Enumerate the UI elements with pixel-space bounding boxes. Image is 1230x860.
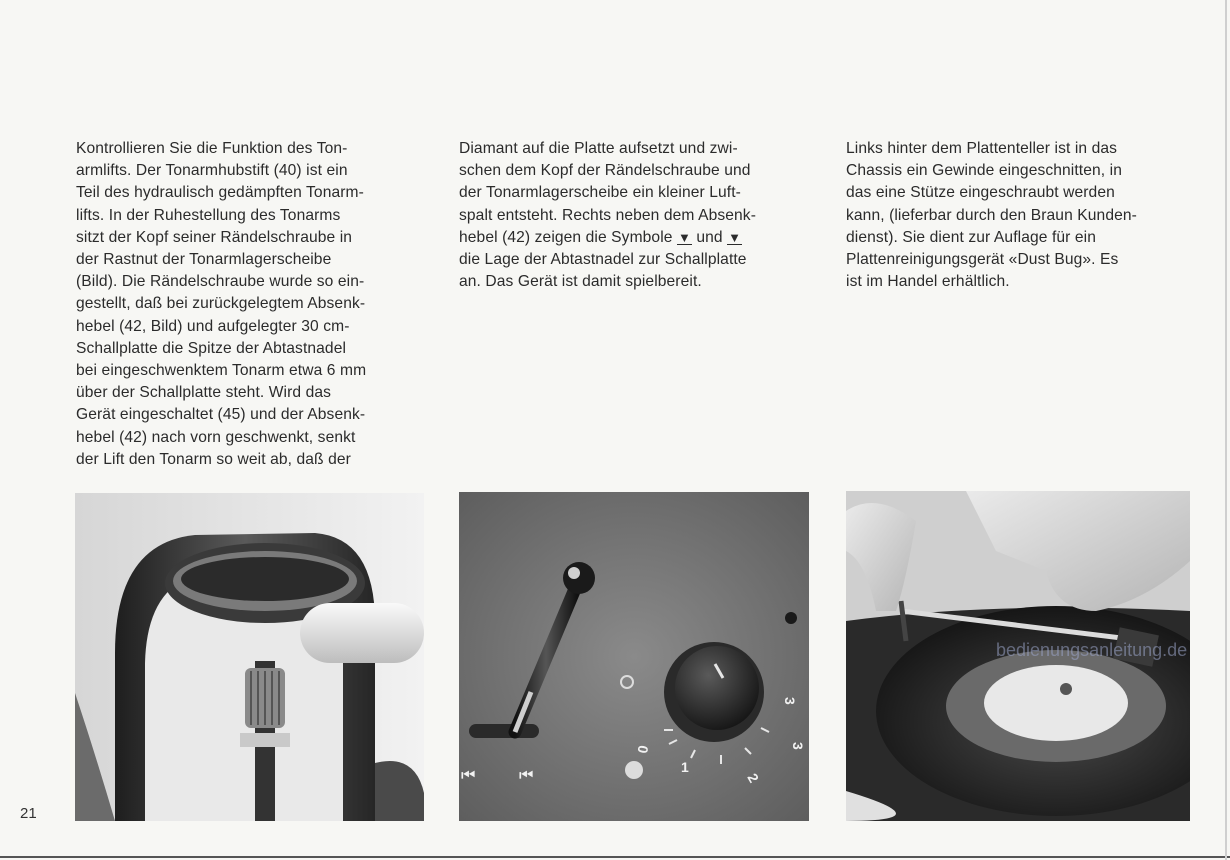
bottom-rule (0, 856, 1230, 858)
text-line: das eine Stütze eingeschraubt werden (846, 184, 1115, 202)
text-line: Plattenreinigungsgerät «Dust Bug». Es (846, 251, 1119, 269)
text-line: Gerät eingeschaltet (45) und der Absenk- (76, 406, 366, 424)
photo-tonearm-bearing (75, 493, 424, 821)
watermark-text: bedienungsanleitung.de (996, 640, 1188, 660)
page-number: 21 (20, 805, 37, 822)
text-line: die Lage der Abtastnadel zur Schallplatte (459, 251, 747, 269)
text-line: schen dem Kopf der Rändelschraube und (459, 162, 751, 180)
symbol-line (459, 227, 804, 249)
text-column-middle (459, 138, 804, 293)
text-line: der Rastnut der Tonarmlagerscheibe (76, 251, 332, 269)
text-line: über der Schallplatte steht. Wird das (76, 384, 332, 402)
text-line: Teil des hydraulisch gedämpften Tonarm- (76, 184, 364, 202)
needle-down-symbol: ▼ (677, 229, 691, 245)
transport-symbol-1: ⏮ (461, 765, 476, 784)
dial-number-1: 1 (681, 759, 689, 775)
text-line: dienst). Sie dient zur Auflage für ein (846, 228, 1096, 246)
text-line: hebel (42, Bild) und aufgelegter 30 cm- (76, 317, 350, 335)
photo-lowering-lever (459, 492, 809, 821)
dial-number-2: 2 (744, 770, 763, 786)
text-line: Kontrollieren Sie die Funktion des Ton- (76, 140, 348, 157)
text-line: sitzt der Kopf seiner Rändelschraube in (76, 228, 353, 246)
text-line: spalt entsteht. Rechts neben dem Absenk- (459, 206, 756, 224)
right-rule (1225, 0, 1227, 860)
text-line: ist im Handel erhältlich. (846, 273, 1010, 291)
text-column-right (846, 138, 1191, 293)
text-line: armlifts. Der Tonarmhubstift (40) ist ein (76, 162, 348, 180)
text-line: bei eingeschwenktem Tonarm etwa 6 mm (76, 362, 367, 380)
text-line: Schallplatte die Spitze der Abtastnadel (76, 339, 347, 357)
text-line: lifts. In der Ruhestellung des Tonarms (76, 206, 341, 224)
dial-number-3a: 3 (790, 742, 806, 750)
text-line: gestellt, daß bei zurückgelegtem Absenk- (76, 295, 366, 313)
symbol-line-text-middle: und (691, 228, 728, 246)
photo-dust-bug (846, 491, 1190, 821)
text-line: Diamant auf die Platte aufsetzt und zwi- (459, 140, 738, 157)
needle-up-symbol: ▼ (728, 229, 742, 245)
symbol-line-text-before: hebel (42) zeigen die Symbole (459, 228, 677, 246)
text-line: (Bild). Die Rändelschraube wurde so ein- (76, 273, 365, 291)
text-column-left (76, 138, 421, 471)
text-line: der Lift den Tonarm so weit ab, daß der (76, 450, 351, 468)
dial-number-3b: 3 (782, 697, 798, 705)
text-line: Links hinter dem Plattenteller ist in das (846, 140, 1118, 157)
text-line: an. Das Gerät ist damit spielbereit. (459, 273, 702, 291)
text-line: kann, (lieferbar durch den Braun Kunden- (846, 206, 1137, 224)
transport-symbol-2: ⏮ (519, 765, 534, 784)
text-line: Chassis ein Gewinde eingeschnitten, in (846, 162, 1122, 180)
text-line: hebel (42) nach vorn geschwenkt, senkt (76, 428, 356, 446)
text-line: der Tonarmlagerscheibe ein kleiner Luft- (459, 184, 741, 202)
dial-number-0: 0 (634, 744, 652, 755)
